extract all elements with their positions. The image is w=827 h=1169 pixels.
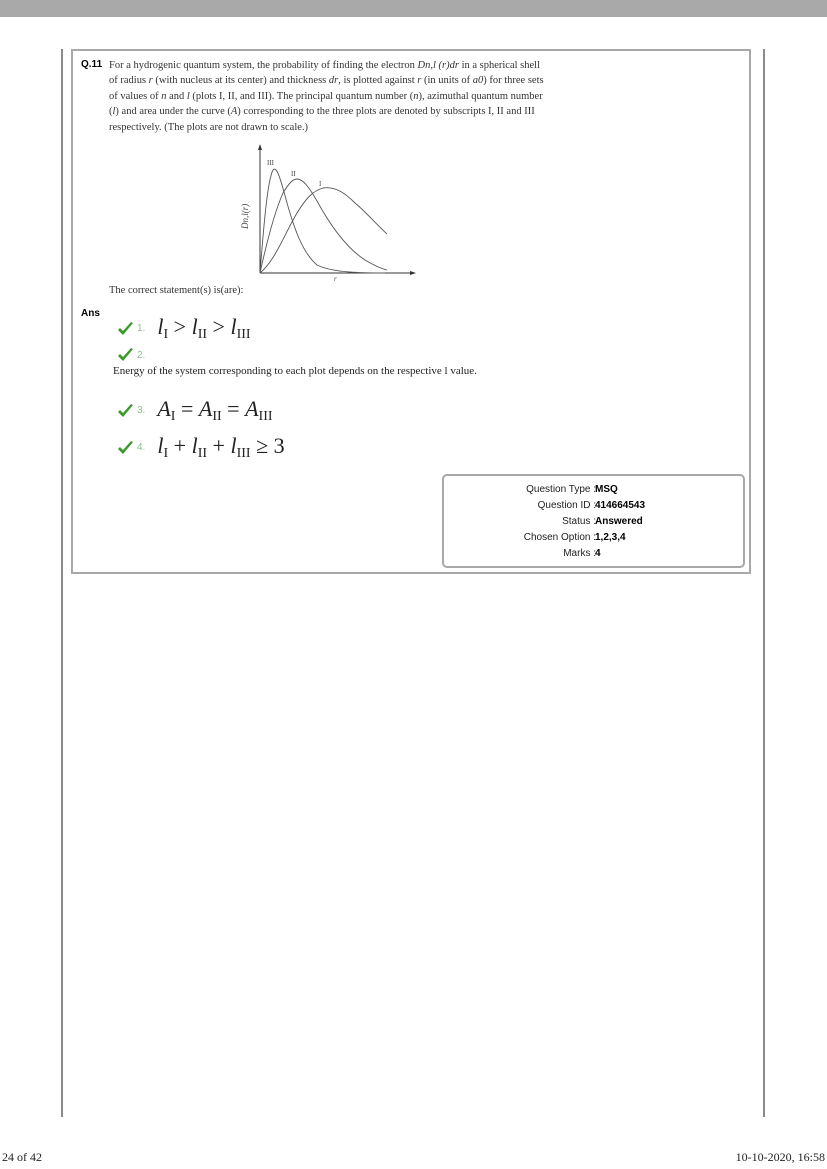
option-math: $A_I = A_{II} = A_{III}$ [157,396,273,424]
print-datetime: 10-10-2020, 16:58 [735,1150,825,1164]
answer-label: Ans [81,308,100,319]
print-header-bar [0,0,827,17]
option-math: $l_I + l_{II} + l_{III} \ge 3$ [157,433,285,461]
option-number: 2. [137,349,146,361]
curve-III [260,169,385,273]
label-II: II [291,170,296,178]
question-prompt: The correct statement(s) is(are): [109,285,244,296]
checkmark-icon [117,322,134,336]
option-math: $l_I > l_{II} > l_{III}$ [157,314,251,342]
curve-II [260,179,387,273]
question-info-box [442,474,745,568]
label-III: III [267,159,274,167]
info-row-marks: Marks : 4 [563,548,601,559]
info-row-chosen-option: Chosen Option : 1,2,3,4 [523,532,626,543]
x-axis-label: r [334,275,337,283]
y-axis-arrow-icon [258,144,262,150]
option-4 [117,433,285,462]
checkmark-icon [117,441,134,455]
checkmark-icon [117,348,134,362]
curve-I [260,188,387,273]
question-text: For a hydrogenic quantum system, the probability of finding the electron Dn,l (r)dr in a spherical shell of radius r (with nucleus at its center) and thickness dr, is plotted against r (in units of a0) for three sets of values of n and l (plots I, II, and III). The principal quantum number (n), azimuthal quantum number (l) and area under the curve (A) corresponding to the three plots are denoted by subscripts I, II and III respectively. (The plots are not drawn to scale.) [109,60,544,133]
question-number: Q.11 [81,59,103,70]
chart-svg [235,141,435,291]
page-number: 24 of 42 [2,1150,42,1164]
x-axis-arrow-icon [410,271,416,275]
option-2-text: Energy of the system corresponding to each plot depends on the respective l value. [113,365,477,377]
option-2 [117,348,157,362]
checkmark-icon [117,404,134,418]
option-3 [117,396,273,425]
y-axis-label: Dn,l(r) [240,203,250,229]
page-border-left [61,49,63,1117]
label-I: I [319,180,322,188]
question-panel [71,49,751,574]
info-row-question-type: Question Type : MSQ [526,484,618,495]
page-border-right [763,49,765,1117]
info-row-question-id: Question ID : 414664543 [537,500,646,511]
option-number: 1. [137,323,146,334]
info-row-status: Status : Answered [562,516,643,527]
option-1 [117,314,251,343]
radial-probability-chart [235,141,435,291]
option-number: 4. [137,442,146,453]
option-number: 3. [137,405,146,416]
